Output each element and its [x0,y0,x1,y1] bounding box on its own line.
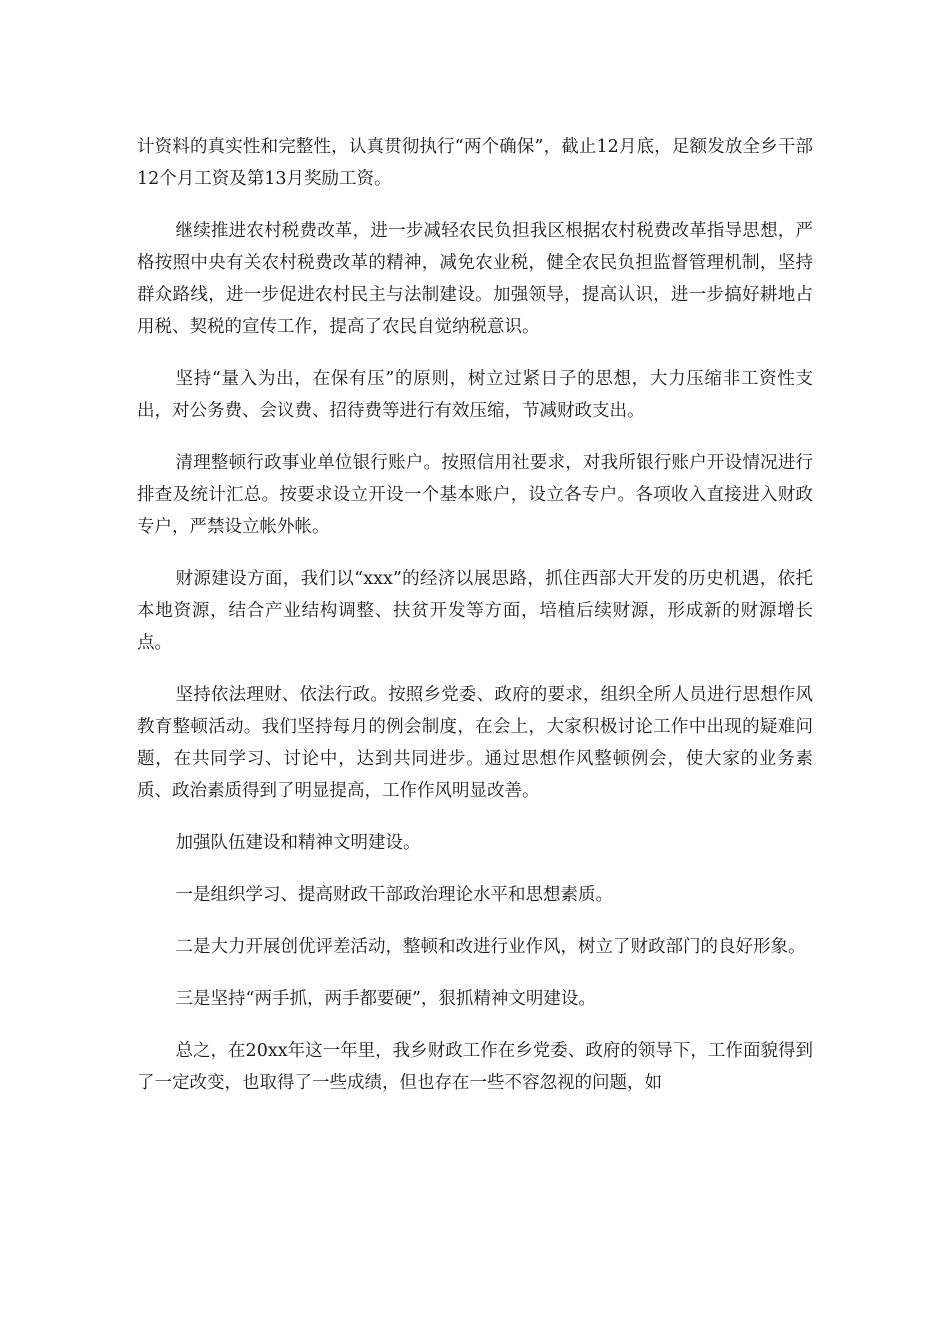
paragraph-rule-of-law: 坚持依法理财、依法行政。按照乡党委、政府的要求，组织全所人员进行思想作风教育整顿活动。我们坚持每月的例会制度，在会上，大家积极讨论工作中出现的疑难问题，在共同学习、讨论中，达到共同进步。通过思想作风整顿例会，使大家的业务素质、政治素质得到了明显提高，工作作风明显改善。 [137,685,813,801]
paragraph-item-one: 一是组织学习、提高财政干部政治理论水平和思想素质。 [175,885,613,905]
paragraph-salary: 计资料的真实性和完整性，认真贯彻执行“两个确保”，截止12月底，足额发放全乡干部12个月工资及第13月奖励工资。 [137,137,813,189]
paragraph-bank-accounts: 清理整顿行政事业单位银行账户。按照信用社要求，对我所银行账户开设情况进行排查及统计汇总。按要求设立开设一个基本账户，设立各专户。各项收入直接进入财政专户，严禁设立帐外帐。 [137,453,813,537]
paragraph-summary: 总之，在20xx年这一年里，我乡财政工作在乡党委、政府的领导下，工作面貌得到了一定改变，也取得了一些成绩，但也存在一些不容忽视的问题，如 [137,1041,813,1093]
paragraph-item-three: 三是坚持“两手抓，两手都要硬”，狠抓精神文明建设。 [175,989,596,1009]
paragraph-expense-control: 坚持“量入为出，在保有压”的原则，树立过紧日子的思想，大力压缩非工资性支出，对公务费、会议费、招待费等进行有效压缩，节减财政支出。 [137,369,813,421]
document-body [137,131,813,1119]
paragraph-tax-reform: 继续推进农村税费改革，进一步减轻农民负担我区根据农村税费改革指导思想，严格按照中央有关农村税费改革的精神，减免农业税，健全农民负担监督管理机制，坚持群众路线，进一步促进农村民主与法制建设。加强领导，提高认识，进一步搞好耕地占用税、契税的宣传工作，提高了农民自觉纳税意识。 [137,221,813,337]
paragraph-team-building: 加强队伍建设和精神文明建设。 [175,833,421,853]
paragraph-revenue-sources: 财源建设方面，我们以“xxx”的经济以展思路，抓住西部大开发的历史机遇，依托本地资源，结合产业结构调整、扶贫开发等方面，培植后续财源，形成新的财源增长点。 [137,569,813,653]
paragraph-item-two: 二是大力开展创优评差活动，整顿和改进行业作风，树立了财政部门的良好形象。 [175,937,806,957]
